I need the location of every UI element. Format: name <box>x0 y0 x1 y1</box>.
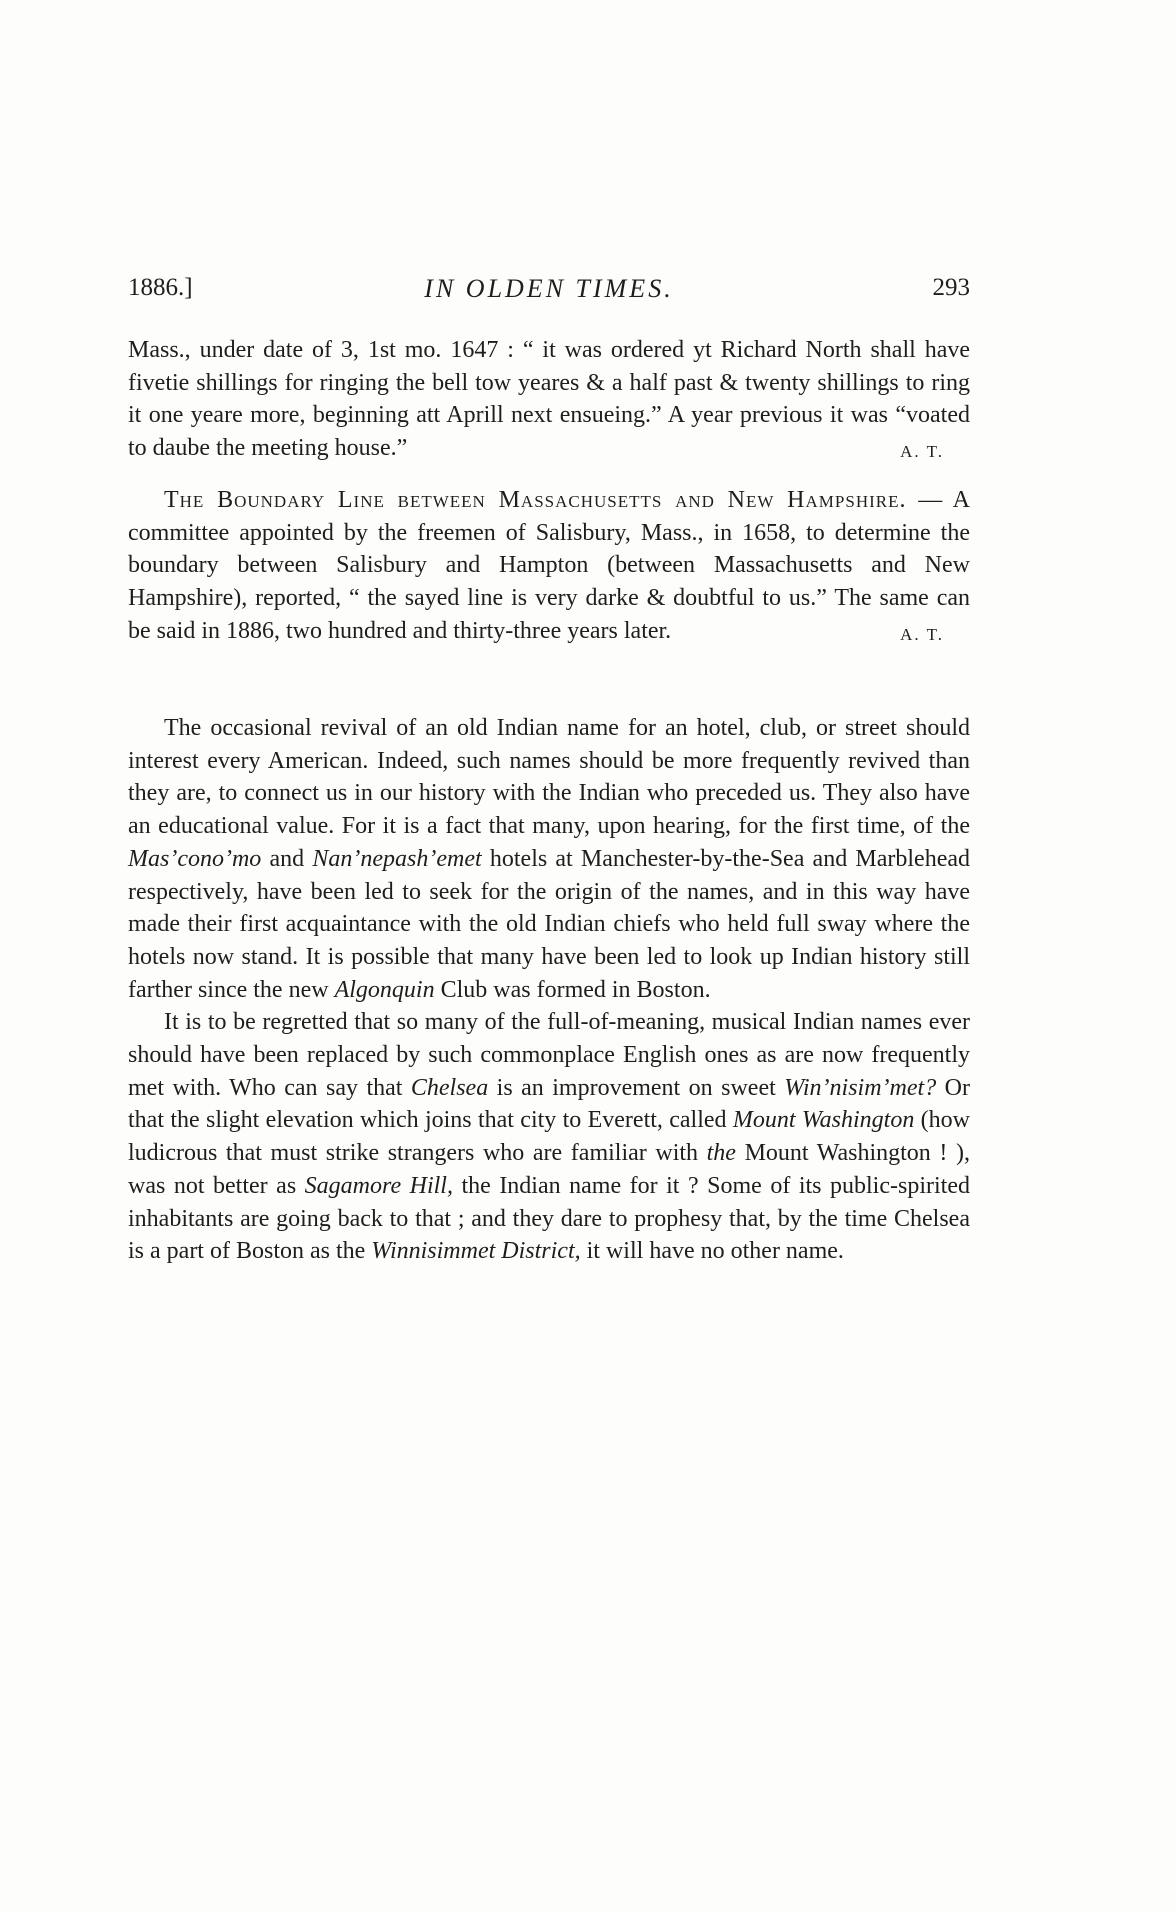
text-run: is an improvement on sweet <box>488 1074 785 1101</box>
signature: A. T. <box>900 442 944 462</box>
text-run: Mount Washington ! ), was not better as <box>128 1140 970 1199</box>
text-run: It is to be regretted that so many of the full-of-meaning, musical Indian names ever should have been replaced by such commonplace English ones as are now frequently met with. Who can say that <box>128 1009 970 1101</box>
italic-name: Algonquin <box>334 976 435 1003</box>
boundary-text: — A committee appointed by the freemen of Salisbury, Mass., in 1658, to determine the boundary between Salisbury and Hampton (between Massachusetts and New Hampshire), reported, “ the sayed line is very darke & doubtful to us.” The same can be said in 1886, two hundred and thirty-three years later. <box>128 487 970 644</box>
italic-name: Chelsea <box>410 1074 489 1101</box>
italic-name: Mas’cono’mo <box>128 845 262 872</box>
text-run: the Indian name for it ? Some of its public-spirited inhabitants are going back to that ; and they dare to prophesy that, by the time Chelsea is a part of Boston as the <box>128 1172 970 1265</box>
paragraph-text <box>128 334 970 465</box>
text-run: (how ludicrous that must strike strangers who are familiar with <box>128 1107 971 1167</box>
text-run: hotels at Manchester-by-the-Sea and Marblehead respectively, have been led to seek for the origin of the names, and in this way have made their first acquaintance with the old Indian chiefs who held full sway where the hotels now stand. It is possible that many have been led to look up Indian history still farther since the new <box>128 845 971 1003</box>
section-heading: The Boundary Line between Massachusetts and New Hampshire. <box>164 487 907 513</box>
italic-name: Win’nisim’met? <box>784 1074 937 1101</box>
italic-name: Winnisimmet District, <box>371 1238 581 1265</box>
text-run: Or that the slight elevation which joins that city to Everett, called <box>128 1074 970 1134</box>
italic-name: Nan’nepash’emet <box>312 845 482 872</box>
page-number: 293 <box>932 274 970 301</box>
header-year: 1886.] <box>128 274 193 301</box>
italic-name: Mount Washington <box>732 1107 915 1134</box>
bell-ringing-text: Mass., under date of 3, 1st mo. 1647 : “ it was ordered yt Richard North shall have fivetie shillings for ringing the bell tow yeares & a half past & twenty shillings to ring it one yeare more, beginning att Aprill next ensueing.” A year previous it was “voated to daube the meeting house.” <box>128 337 970 462</box>
paragraph-revival <box>128 712 970 1006</box>
running-title: IN OLDEN TIMES. <box>424 274 674 303</box>
paragraph-boundary-line <box>128 484 970 652</box>
text-run: it will have no other name. <box>580 1238 844 1265</box>
paragraph-text <box>128 484 970 648</box>
signature: A. T. <box>900 624 944 644</box>
article-indian-names <box>128 712 970 1268</box>
text-run: The occasional revival of an old Indian name for an hotel, club, or street should interest every American. Indeed, such names should be more frequently revived than they are, to connect us in our history with the Indian who preceded us. They also have an educational value. For it is a fact that many, upon hearing, for the first time, of the <box>128 715 970 840</box>
paragraph-regret <box>128 1006 970 1268</box>
text-run: and <box>261 845 313 872</box>
text-run: Club was formed in Boston. <box>434 976 711 1003</box>
running-header <box>128 274 970 314</box>
italic-name: the <box>706 1140 736 1167</box>
italic-name: Sagamore Hill, <box>304 1172 453 1199</box>
paragraph-bell-ringing <box>128 334 970 469</box>
